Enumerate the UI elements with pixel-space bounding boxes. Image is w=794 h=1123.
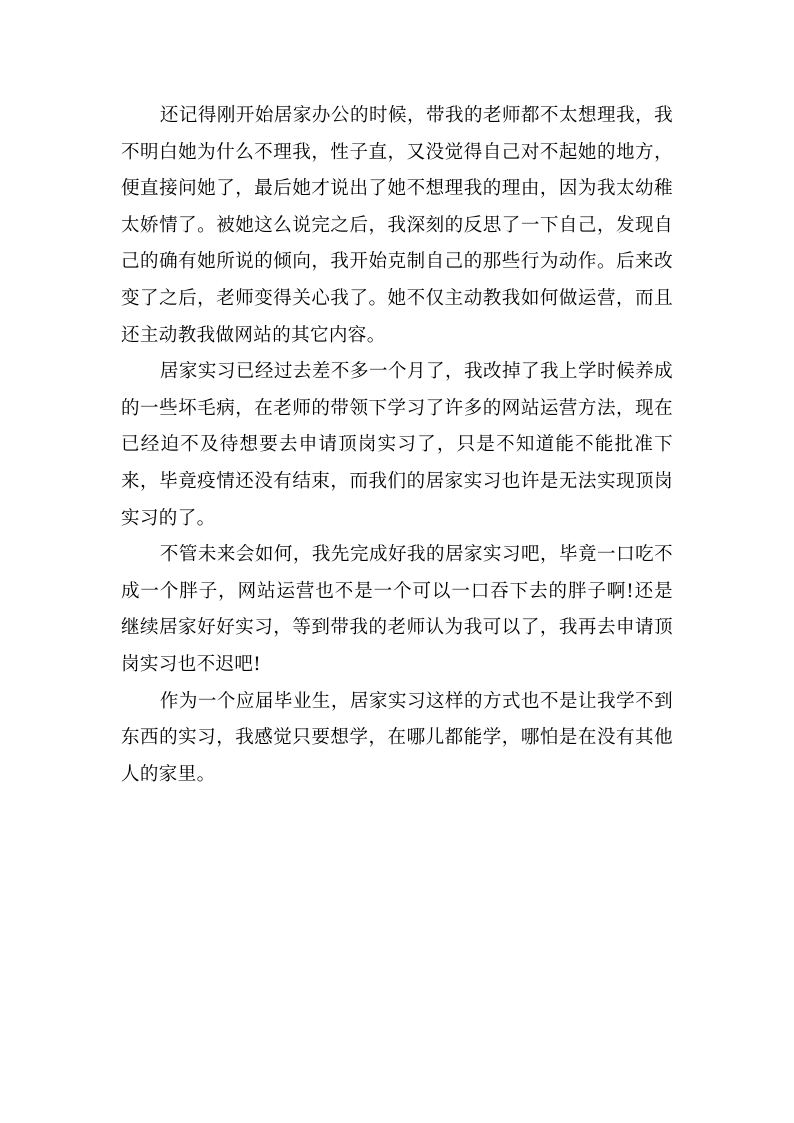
paragraph-2: 居家实习已经过去差不多一个月了，我改掉了我上学时候养成的一些坏毛病，在老师的带领下学习了许多的网站运营方法，现在已经迫不及待想要去申请顶岗实习了，只是不知道能不能批准下来，毕竟疫情还没有结束，而我们的居家实习也许是无法实现顶岗实习的了。 (121, 361, 673, 529)
paragraph-1: 还记得刚开始居家办公的时候，带我的老师都不太想理我，我不明白她为什么不理我，性子直，又没觉得自己对不起她的地方，便直接问她了，最后她才说出了她不想理我的理由，因为我太幼稚太娇情了。被她这么说完之后，我深刻的反思了一下自己，发现自己的确有她所说的倾向，我开始克制自己的那些行为动作。后来改变了之后，老师变得关心我了。她不仅主动教我如何做运营，而且还主动教我做网站的其它内容。 (121, 105, 673, 346)
paragraph-3: 不管未来会如何，我先完成好我的居家实习吧，毕竟一口吃不成一个胖子，网站运营也不是一个可以一口吞下去的胖子啊!还是继续居家好好实习，等到带我的老师认为我可以了，我再去申请顶岗实习也不迟吧! (121, 544, 673, 675)
paragraph-4: 作为一个应届毕业生，居家实习这样的方式也不是让我学不到东西的实习，我感觉只要想学，在哪儿都能学，哪怕是在没有其他人的家里。 (121, 690, 673, 785)
document-body (121, 98, 673, 793)
